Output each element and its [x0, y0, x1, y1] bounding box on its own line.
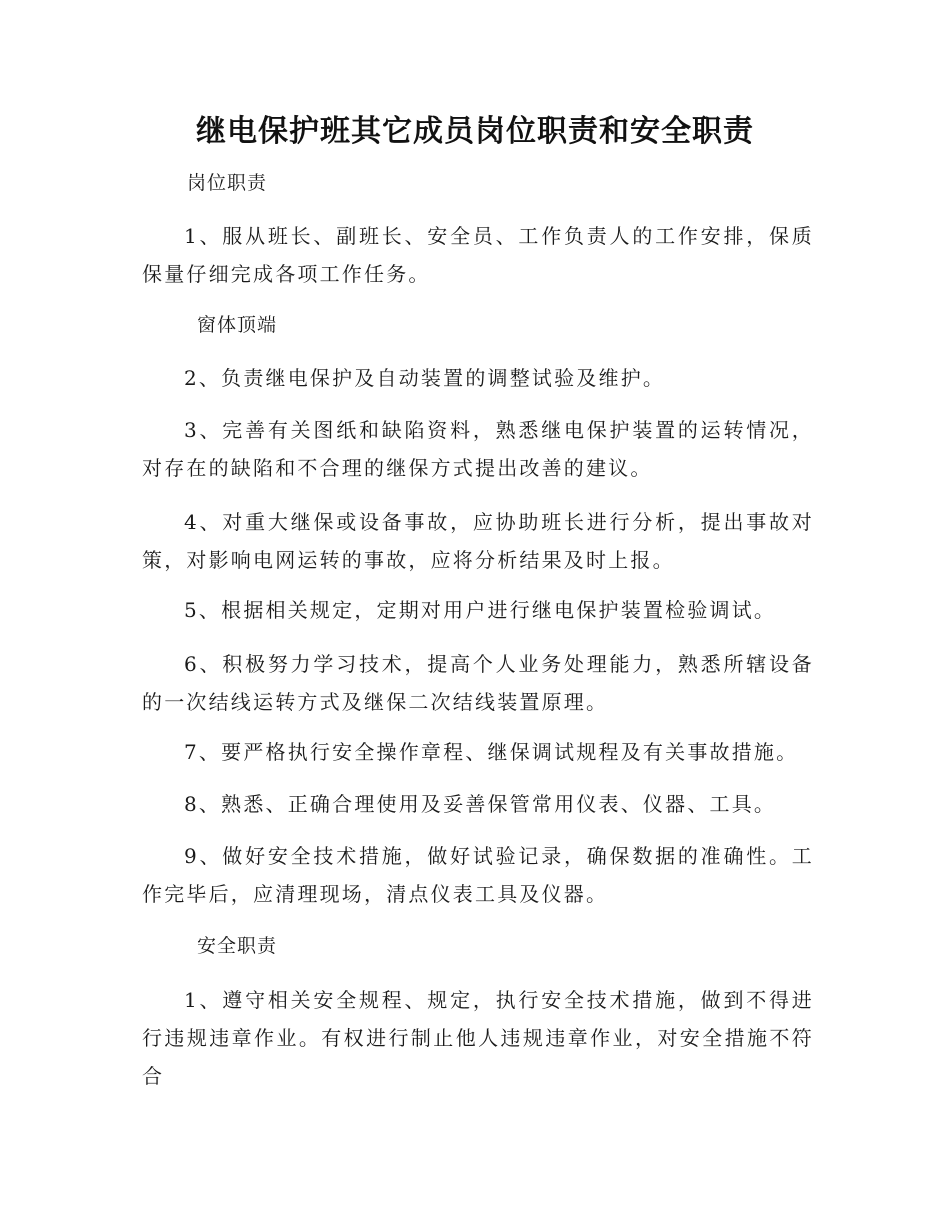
document-title: 继电保护班其它成员岗位职责和安全职责	[196, 114, 754, 149]
paragraph-job-7: 7、要严格执行安全操作章程、继保调试规程及有关事故措施。	[184, 740, 799, 764]
paragraph-job-8: 8、熟悉、正确合理使用及妥善保管常用仪表、仪器、工具。	[184, 792, 777, 816]
section-heading-job-duties: 岗位职责	[187, 172, 268, 194]
paragraph-job-4: 4、对重大继保或设备事故，应协助班长进行分析，提出事故对策，对影响电网运转的事故，应将分析结果及时上报。	[142, 510, 814, 572]
paragraph-job-5: 5、根据相关规定，定期对用户进行继电保护装置检验调试。	[184, 598, 777, 622]
paragraph-job-1: 1、服从班长、副班长、安全员、工作负责人的工作安排，保质保量仔细完成各项工作任务。	[142, 224, 814, 286]
paragraph-job-2: 2、负责继电保护及自动装置的调整试验及维护。	[184, 366, 666, 390]
paragraph-job-3: 3、完善有关图纸和缺陷资料，熟悉继电保护装置的运转情况，对存在的缺陷和不合理的继保方式提出改善的建议。	[142, 418, 814, 480]
section-heading-safety-duties: 安全职责	[197, 935, 278, 957]
paragraph-safety-1: 1、遵守相关安全规程、规定，执行安全技术措施，做到不得进行违规违章作业。有权进行制止他人违规违章作业，对安全措施不符合	[142, 988, 814, 1088]
paragraph-job-9: 9、做好安全技术措施，做好试验记录，确保数据的准确性。工作完毕后，应清理现场，清点仪表工具及仪器。	[142, 844, 814, 906]
paragraph-window-top: 窗体顶端	[197, 314, 278, 336]
paragraph-job-6: 6、积极努力学习技术，提高个人业务处理能力，熟悉所辖设备的一次结线运转方式及继保二次结线装置原理。	[142, 652, 814, 714]
